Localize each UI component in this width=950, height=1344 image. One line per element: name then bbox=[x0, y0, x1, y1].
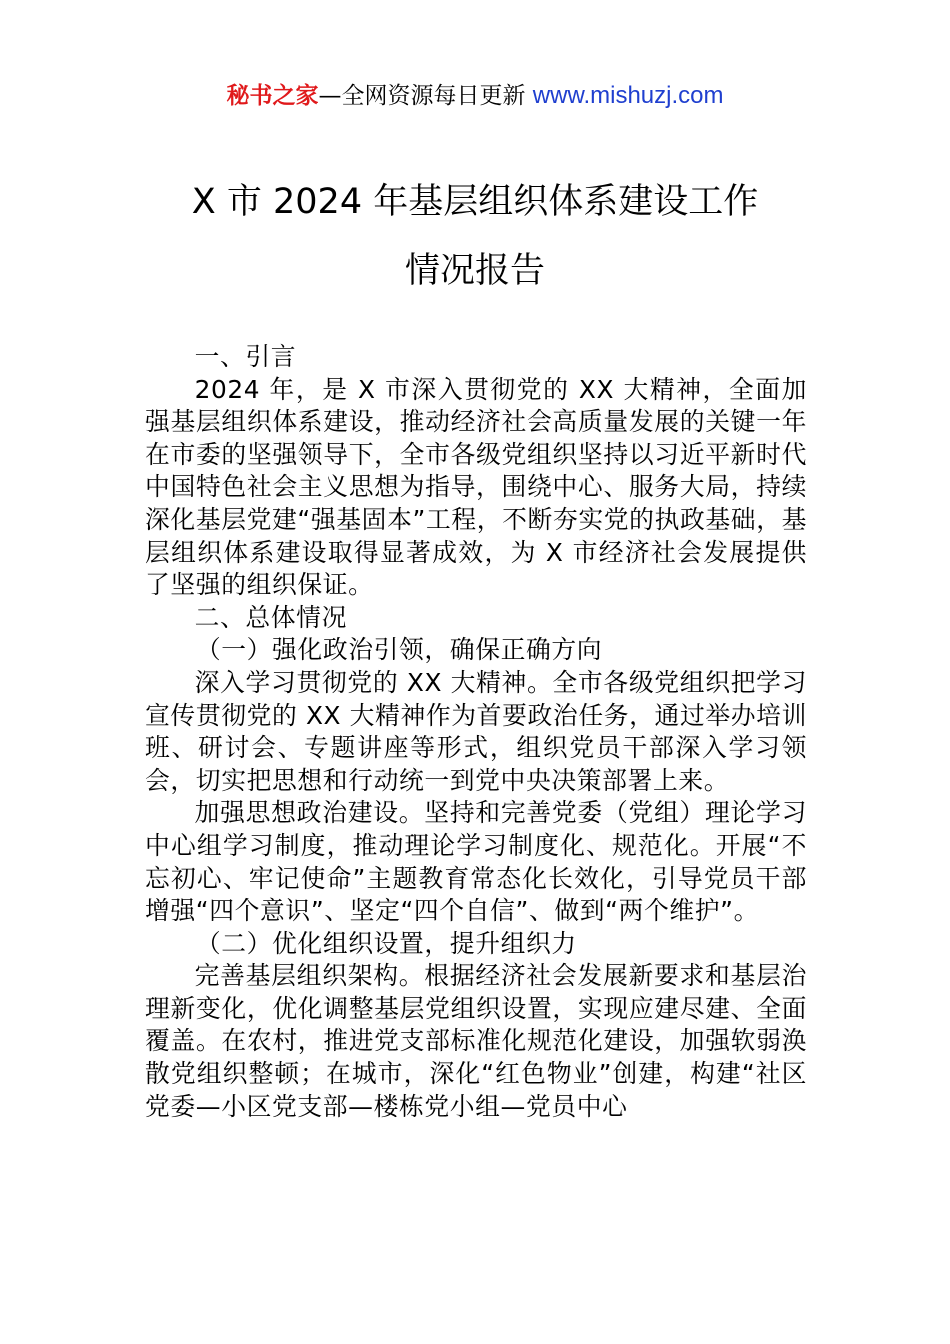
header-tagline: 全网资源每日更新 bbox=[341, 83, 526, 109]
paragraph-ideological-building: 加强思想政治建设。坚持和完善党委（党组）理论学习中心组学习制度，推动理论学习制度化、规范化。开展“不忘初心、牢记使命”主题教育常态化长效化，引导党员干部增强“四个意识”、坚定“四个自信”、做到“两个维护”。 bbox=[145, 798, 807, 926]
subheading-organization-setup: （二）优化组织设置，提升组织力 bbox=[195, 928, 577, 958]
paragraph-study-spirit: 深入学习贯彻党的 XX 大精神。全市各级党组织把学习宣传贯彻党的 XX 大精神作为首要政治任务，通过举办培训班、研讨会、专题讲座等形式，组织党员干部深入学习领会，切实把思想和行动统一到党中央决策部署上来。 bbox=[145, 667, 807, 795]
document-title-line-2: 情况报告 bbox=[404, 251, 545, 291]
section-heading-intro: 一、引言 bbox=[194, 342, 297, 371]
header-separator: — bbox=[318, 83, 342, 109]
section-heading-overview: 二、总体情况 bbox=[194, 602, 347, 632]
document-title-line-1: X 市 2024 年基层组织体系建设工作 bbox=[191, 182, 759, 222]
paragraph-intro: 2024 年，是 X 市深入贯彻党的 XX 大精神，全面加强基层组织体系建设，推动经济社会高质量发展的关键一年在市委的坚强领导下，全市各级党组织坚持以习近平新时代中国特色社会主义思想为指导，围绕中心、服务大局，持续深化基层党建“强基固本”工程，不断夯实党的执政基础，基层组织体系建设取得显著成效，为 X 市经济社会发展提供了坚强的组织保证。 bbox=[145, 374, 807, 600]
site-header bbox=[0, 80, 950, 112]
subheading-political-guidance: （一）强化政治引领，确保正确方向 bbox=[195, 635, 603, 665]
document-body bbox=[145, 341, 807, 1123]
brand-name: 秘书之家 bbox=[226, 83, 319, 109]
paragraph-organization-structure: 完善基层组织架构。根据经济社会发展新要求和基层治理新变化，优化调整基层党组织设置，实现应建尽建、全面覆盖。在农村，推进党支部标准化规范化建设，加强软弱涣散党组织整顿；在城市，深化“红色物业”创建，构建“社区党委—小区党支部—楼栋党小组—党员中心 bbox=[145, 961, 807, 1121]
site-url-link[interactable]: www.mishuzj.com bbox=[532, 82, 724, 109]
